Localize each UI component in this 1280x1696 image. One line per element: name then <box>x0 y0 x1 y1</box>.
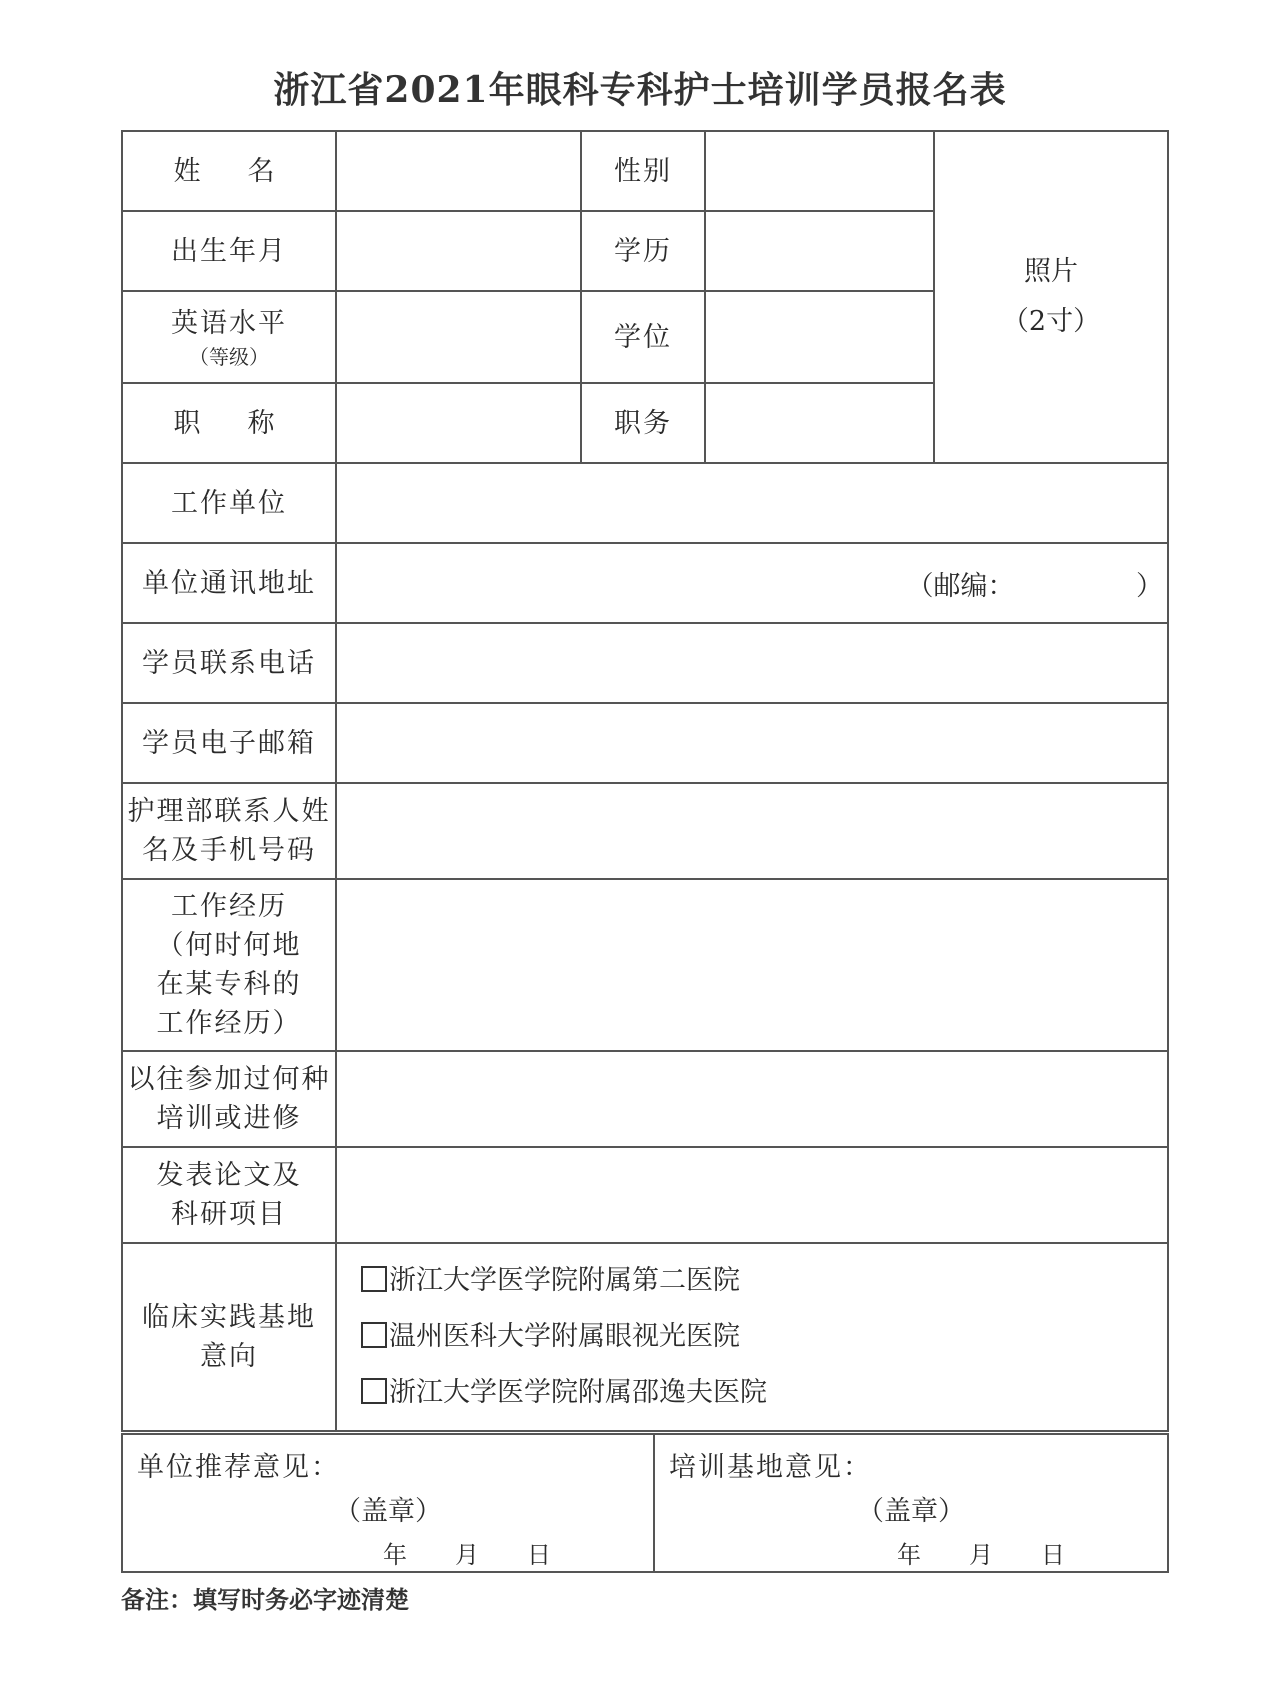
label-gender: 性别 <box>581 131 705 211</box>
field-gender[interactable] <box>705 131 934 211</box>
base-option[interactable] <box>361 1365 1167 1421</box>
base-options <box>336 1243 1168 1431</box>
photo-box[interactable] <box>934 131 1168 463</box>
label-papers <box>122 1147 336 1243</box>
field-contact[interactable] <box>336 783 1168 879</box>
label-training <box>122 1051 336 1147</box>
base-option-label: 温州医科大学附属眼视光医院 <box>389 1321 740 1352</box>
field-email[interactable] <box>336 703 1168 783</box>
photo-size: （2寸） <box>1001 306 1101 337</box>
label-english-sub: （等级） <box>189 344 269 369</box>
field-work-experience[interactable] <box>336 879 1168 1051</box>
base-option-label: 浙江大学医学院附属第二医院 <box>389 1265 740 1296</box>
label-work-exp-line2: （何时何地 <box>156 930 302 961</box>
label-base-line1: 临床实践基地 <box>142 1302 316 1333</box>
field-title[interactable] <box>336 383 581 463</box>
label-workplace: 工作单位 <box>122 463 336 543</box>
label-base-line2: 意向 <box>200 1341 258 1372</box>
base-opinion-label: 培训基地意见： <box>669 1452 872 1483</box>
label-birth: 出生年月 <box>122 211 336 291</box>
label-work-exp-line3: 在某专科的 <box>156 969 302 1000</box>
field-position[interactable] <box>705 383 934 463</box>
label-english-level <box>122 291 336 383</box>
unit-opinion-box[interactable] <box>122 1434 654 1572</box>
label-papers-line2: 科研项目 <box>171 1199 287 1230</box>
unit-date-label: 年 月 日 <box>383 1541 551 1569</box>
field-training[interactable] <box>336 1051 1168 1147</box>
field-degree[interactable] <box>705 291 934 383</box>
page-title: 浙江省2021年眼科专科护士培训学员报名表 <box>273 69 1007 111</box>
base-option[interactable] <box>361 1309 1167 1365</box>
field-english[interactable] <box>336 291 581 383</box>
label-papers-line1: 发表论文及 <box>156 1160 302 1191</box>
unit-opinion-label: 单位推荐意见： <box>137 1452 340 1483</box>
registration-form <box>121 130 1169 1432</box>
footnote: 备注：填写时务必字迹清楚 <box>121 1586 409 1614</box>
label-position: 职务 <box>581 383 705 463</box>
label-contact-line2: 名及手机号码 <box>142 835 316 866</box>
opinion-section <box>121 1433 1169 1573</box>
field-phone[interactable] <box>336 623 1168 703</box>
field-education[interactable] <box>705 211 934 291</box>
base-option-label: 浙江大学医学院附属邵逸夫医院 <box>389 1377 767 1408</box>
label-work-exp-line1: 工作经历 <box>171 891 287 922</box>
label-address: 单位通讯地址 <box>122 543 336 623</box>
label-education: 学历 <box>581 211 705 291</box>
unit-seal-label: （盖章） <box>334 1496 442 1527</box>
field-workplace[interactable] <box>336 463 1168 543</box>
field-address[interactable] <box>336 543 1168 623</box>
label-email: 学员电子邮箱 <box>122 703 336 783</box>
label-degree: 学位 <box>581 291 705 383</box>
checkbox[interactable] <box>361 1378 387 1404</box>
base-opinion-box[interactable] <box>654 1434 1168 1572</box>
label-clinical-base <box>122 1243 336 1431</box>
field-papers[interactable] <box>336 1147 1168 1243</box>
label-training-line2: 培训或进修 <box>156 1103 302 1134</box>
label-work-exp-line4: 工作经历） <box>156 1008 302 1039</box>
field-birth[interactable] <box>336 211 581 291</box>
postcode-label: （邮编： ） <box>906 570 1163 602</box>
base-seal-label: （盖章） <box>857 1496 965 1527</box>
field-name[interactable] <box>336 131 581 211</box>
label-name: 姓 名 <box>122 131 336 211</box>
checkbox[interactable] <box>361 1266 387 1292</box>
base-option[interactable] <box>361 1253 1167 1309</box>
label-work-experience <box>122 879 336 1051</box>
label-contact-line1: 护理部联系人姓 <box>127 796 331 827</box>
label-english: 英语水平 <box>171 307 287 339</box>
label-contact <box>122 783 336 879</box>
checkbox[interactable] <box>361 1322 387 1348</box>
label-title: 职 称 <box>122 383 336 463</box>
base-date-label: 年 月 日 <box>897 1541 1065 1569</box>
label-training-line1: 以往参加过何种 <box>127 1064 331 1095</box>
photo-label: 照片 <box>1024 256 1078 287</box>
label-phone: 学员联系电话 <box>122 623 336 703</box>
